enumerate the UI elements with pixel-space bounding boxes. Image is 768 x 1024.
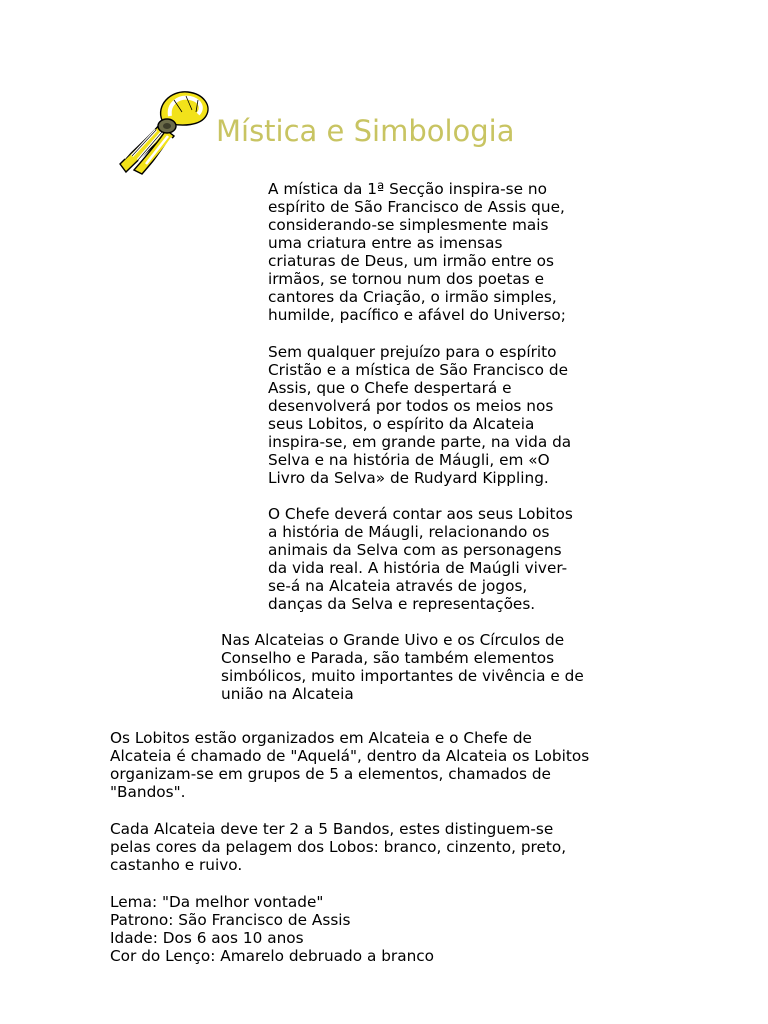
page-title: Mística e Simbologia	[216, 114, 515, 148]
paragraph-mistica-intro: A mística da 1ª Secção inspira-se no espírito de São Francisco de Assis que, considerando-se simplesmente mais uma criatura entre as imensas criaturas de Deus, um irmão entre os irmãos, se tornou num dos poetas e cantores da Criação, o irmão simples, humilde, pacífico e afável do Universo;	[268, 180, 566, 324]
paragraph-grande-uivo: Nas Alcateias o Grande Uivo e os Círculos de Conselho e Parada, são também elementos simbólicos, muito importantes de vivência e de união na Alcateia	[221, 631, 584, 703]
paragraph-organizacao: Os Lobitos estão organizados em Alcateia e o Chefe de Alcateia é chamado de "Aquelá", dentro da Alcateia os Lobitos organizam-se em grupos de 5 a elementos, chamados de "Bandos".	[110, 729, 590, 801]
info-idade: Idade: Dos 6 aos 10 anos	[110, 929, 304, 947]
info-list	[110, 893, 434, 965]
info-lema: Lema: "Da melhor vontade"	[110, 893, 324, 911]
paragraph-mistica-selva: Sem qualquer prejuízo para o espírito Cristão e a mística de São Francisco de Assis, que o Chefe despertará e desenvolverá por todos os meios nos seus Lobitos, o espírito da Alcateia inspira-se, em grande parte, na vida da Selva e na história de Máugli, em «O Livro da Selva» de Rudyard Kippling.	[268, 343, 572, 487]
info-cor-lenco: Cor do Lenço: Amarelo debruado a branco	[110, 947, 435, 965]
info-patrono: Patrono: São Francisco de Assis	[110, 911, 351, 929]
paragraph-historia-maugli: O Chefe deverá contar aos seus Lobitos a história de Máugli, relacionando os animais da Selva com as personagens da vida real. A história de Maúgli viver- se-á na Alcateia através de jogos, danças da Selva e representações.	[268, 505, 573, 613]
scout-neckerchief-icon	[112, 86, 220, 176]
scout-neckerchief-svg	[112, 86, 220, 176]
paragraph-bandos: Cada Alcateia deve ter 2 a 5 Bandos, estes distinguem-se pelas cores da pelagem dos Lobos: branco, cinzento, preto, castanho e ruivo.	[110, 820, 567, 874]
